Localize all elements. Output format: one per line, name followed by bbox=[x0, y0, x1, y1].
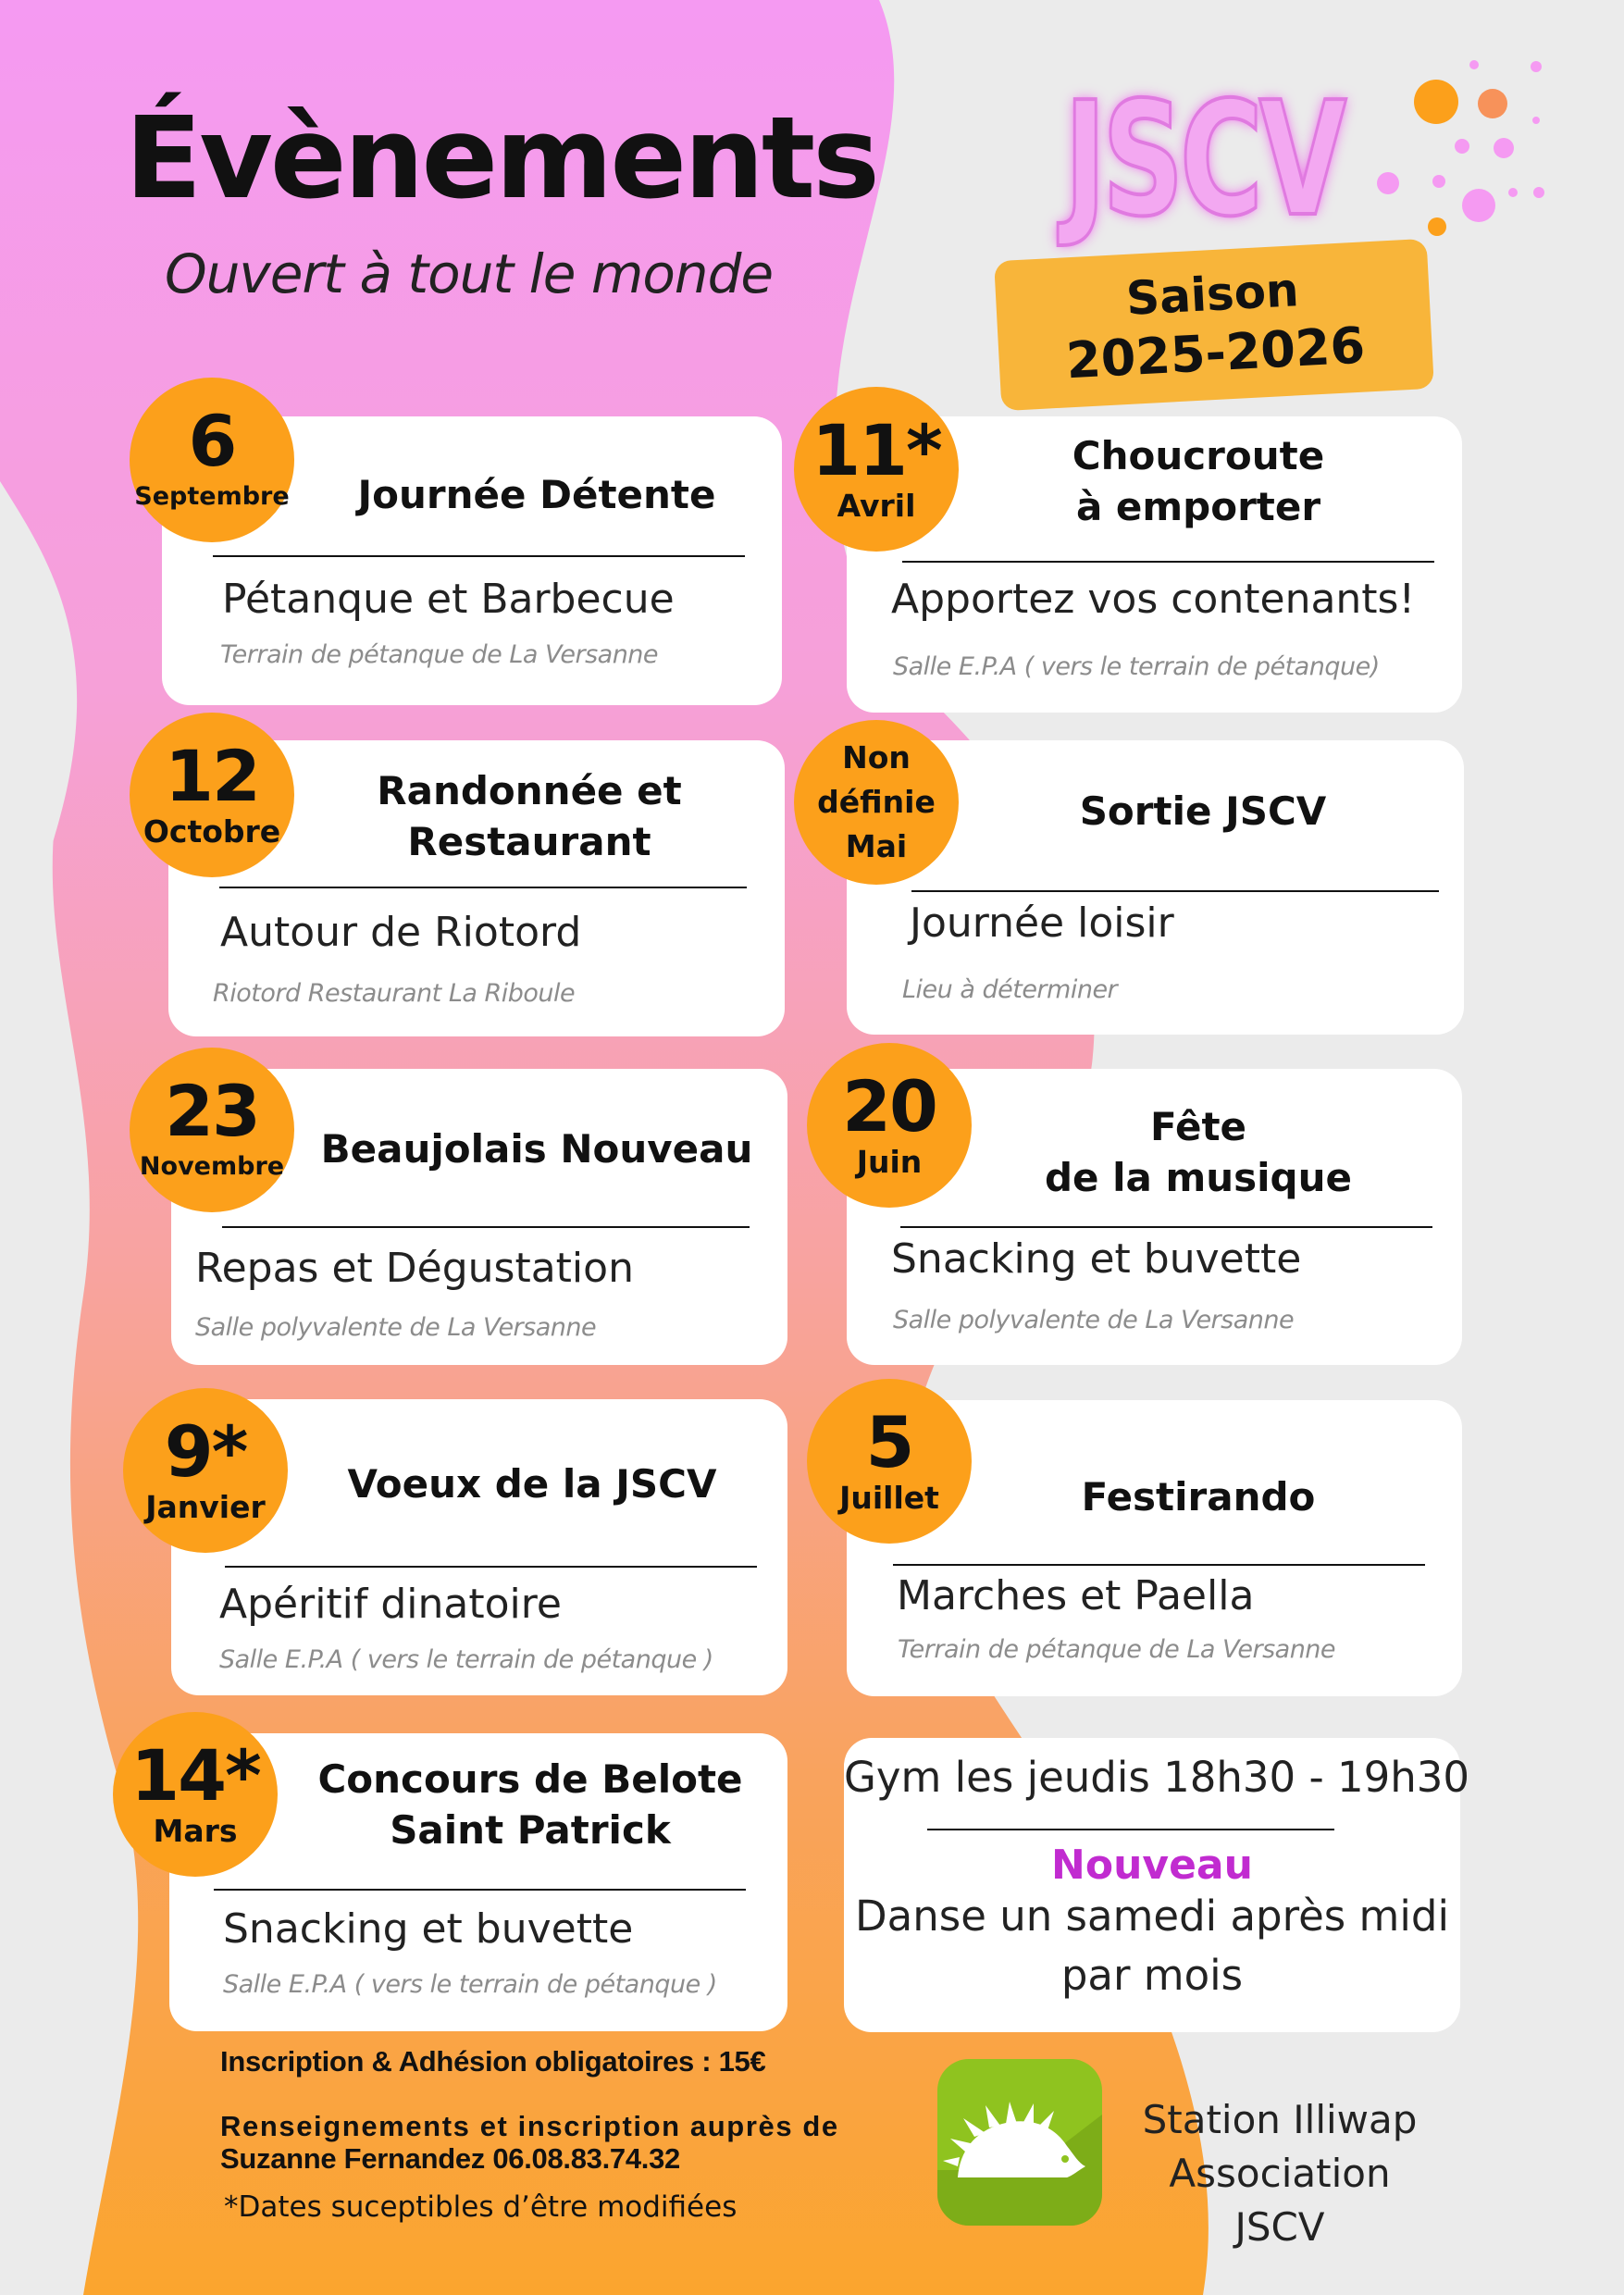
event-day: 11* bbox=[812, 409, 941, 491]
date-badge-juillet bbox=[807, 1379, 972, 1544]
event-day: 6 bbox=[188, 400, 236, 482]
date-badge-mars bbox=[113, 1712, 278, 1877]
station-line-1: Station Illiwap bbox=[1142, 2097, 1418, 2142]
event-month: Septembre bbox=[134, 482, 290, 511]
page-title: Évènements bbox=[125, 93, 877, 224]
event-month: Mars bbox=[153, 1813, 238, 1849]
event-day: 12 bbox=[165, 735, 259, 817]
event-name: Fête de la musique bbox=[1044, 1103, 1353, 1200]
hedgehog-icon bbox=[937, 2059, 1102, 2226]
event-divider bbox=[900, 1226, 1432, 1228]
event-divider bbox=[219, 887, 747, 888]
event-divider bbox=[911, 890, 1439, 892]
date-badge-octobre bbox=[130, 713, 294, 877]
event-name: Choucroute à emporter bbox=[1072, 432, 1325, 529]
event-day: 14* bbox=[130, 1734, 260, 1817]
event-name: Journée Détente bbox=[357, 471, 716, 517]
event-name: Concours de Belote Saint Patrick bbox=[317, 1755, 743, 1853]
event-location: Riotord Restaurant La Riboule bbox=[213, 979, 576, 1008]
date-badge-novembre bbox=[130, 1048, 294, 1212]
station-line-2: Association JSCV bbox=[1169, 2151, 1391, 2250]
event-activity: Autour de Riotord bbox=[220, 909, 582, 956]
event-date-undefined: définie bbox=[817, 784, 936, 820]
inscription-fee: Inscription & Adhésion obligatoires : 15€ bbox=[220, 2045, 766, 2078]
event-month: Avril bbox=[837, 488, 916, 524]
event-location: Terrain de pétanque de La Versanne bbox=[898, 1635, 1336, 1664]
event-location: Salle polyvalente de La Versanne bbox=[195, 1313, 597, 1342]
dance-info-frequency: par mois bbox=[1060, 1951, 1244, 2000]
event-divider bbox=[225, 1566, 757, 1568]
jscv-logo: JSCV bbox=[1064, 68, 1343, 252]
station-info bbox=[1136, 2093, 1423, 2254]
event-day: 9* bbox=[164, 1410, 247, 1493]
event-divider bbox=[222, 1226, 750, 1228]
event-name: Beaujolais Nouveau bbox=[320, 1126, 753, 1172]
event-month: Octobre bbox=[143, 813, 281, 850]
contact-line-1: Renseignements et inscription auprès de bbox=[220, 2110, 839, 2142]
gym-card bbox=[844, 1738, 1470, 2032]
event-name: Festirando bbox=[1081, 1473, 1316, 1520]
page-subtitle: Ouvert à tout le monde bbox=[165, 242, 774, 305]
event-month: Juillet bbox=[839, 1480, 939, 1516]
event-month: Novembre bbox=[139, 1152, 285, 1181]
event-divider bbox=[213, 555, 745, 557]
date-badge-mai bbox=[794, 720, 959, 885]
event-location: Salle E.P.A ( vers le terrain de pétanque) bbox=[893, 652, 1380, 681]
event-location: Salle E.P.A ( vers le terrain de pétanque ) bbox=[219, 1645, 713, 1674]
dates-note: *Dates suceptibles d’être modifiées bbox=[224, 2190, 738, 2224]
season-box bbox=[994, 239, 1434, 411]
event-name: Randonnée et Restaurant bbox=[377, 767, 682, 864]
date-badge-janvier bbox=[123, 1388, 288, 1553]
event-day: 20 bbox=[842, 1065, 936, 1148]
event-activity: Apportez vos contenants! bbox=[891, 576, 1416, 623]
event-location: Salle E.P.A ( vers le terrain de pétanque ) bbox=[223, 1970, 717, 1999]
event-name: Voeux de la JSCV bbox=[347, 1461, 717, 1507]
date-badge-septembre bbox=[130, 378, 294, 542]
event-date-undefined: Non bbox=[842, 739, 911, 775]
event-location: Lieu à déterminer bbox=[902, 975, 1118, 1004]
season-years: 2025-2026 bbox=[1064, 316, 1367, 391]
event-divider bbox=[893, 1564, 1425, 1566]
season-label: Saison bbox=[1124, 263, 1300, 326]
event-divider bbox=[214, 1889, 746, 1891]
event-activity: Marches et Paella bbox=[897, 1572, 1255, 1619]
event-activity: Apéritif dinatoire bbox=[219, 1581, 562, 1628]
event-day: 5 bbox=[865, 1401, 913, 1483]
event-activity: Pétanque et Barbecue bbox=[222, 576, 675, 623]
event-location: Salle polyvalente de La Versanne bbox=[893, 1306, 1295, 1334]
event-activity: Repas et Dégustation bbox=[195, 1245, 634, 1292]
event-activity: Snacking et buvette bbox=[891, 1235, 1302, 1283]
event-activity: Snacking et buvette bbox=[223, 1905, 634, 1953]
date-badge-juin bbox=[807, 1043, 972, 1208]
contact-line-2: Suzanne Fernandez 06.08.83.74.32 bbox=[220, 2142, 680, 2175]
event-divider bbox=[902, 561, 1434, 563]
dance-info: Danse un samedi après midi bbox=[855, 1892, 1449, 1941]
event-day: 23 bbox=[165, 1070, 259, 1152]
date-badge-avril bbox=[794, 387, 959, 552]
event-location: Terrain de pétanque de La Versanne bbox=[220, 640, 659, 669]
gym-divider bbox=[927, 1829, 1334, 1830]
event-month: Juin bbox=[856, 1144, 923, 1180]
event-month: Mai bbox=[845, 828, 908, 864]
gym-schedule: Gym les jeudis 18h30 - 19h30 bbox=[844, 1753, 1470, 1802]
event-name: Sortie JSCV bbox=[1079, 788, 1327, 835]
new-label: Nouveau bbox=[1051, 1842, 1253, 1889]
event-activity: Journée loisir bbox=[910, 899, 1174, 947]
event-month: Janvier bbox=[145, 1489, 266, 1525]
decorative-dots bbox=[1377, 60, 1544, 236]
